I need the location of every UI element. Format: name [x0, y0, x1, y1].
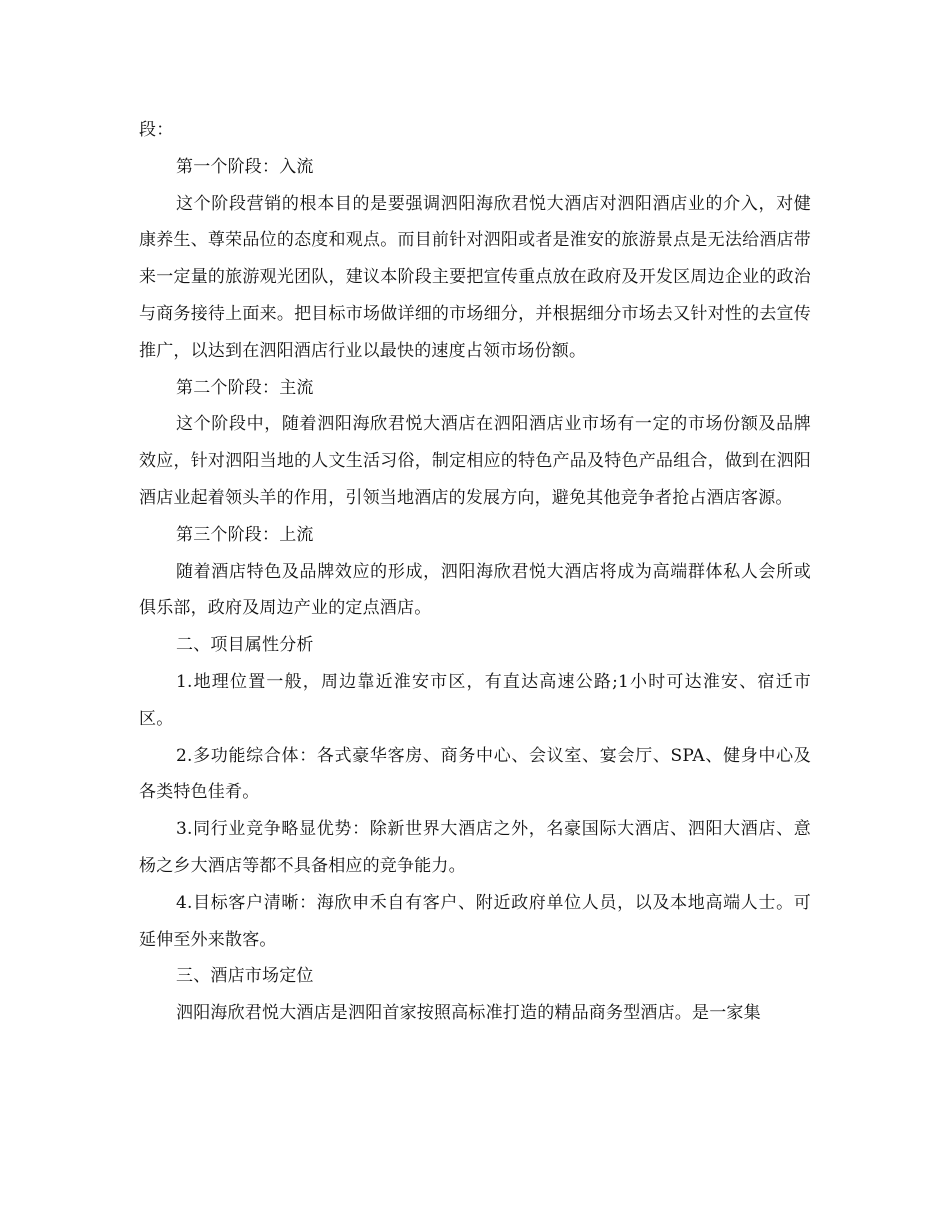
stage-one-paragraph: 这个阶段营销的根本目的是要强调泗阳海欣君悦大酒店对泗阳酒店业的介入，对健康养生、尊荣品位的态度和观点。而目前针对泗阳或者是淮安的旅游景点是无法给酒店带来一定量的旅游观光团队，建议本阶段主要把宣传重点放在政府及开发区周边企业的政治与商务接待上面来。把目标市场做详细的市场细分，并根据细分市场去又针对性的去宣传推广，以达到在泗阳酒店行业以最快的速度占领市场份额。: [139, 193, 811, 361]
section-heading-project-attributes: 二、项目属性分析: [176, 635, 314, 656]
paragraph-continuation: 段：: [139, 120, 174, 140]
attribute-item-location: 1.地理位置一般，周边靠近淮安市区，有直达高速公路;1小时可达淮安、宿迁市区。: [139, 671, 811, 729]
stage-three-paragraph: 随着酒店特色及品牌效应的形成，泗阳海欣君悦大酒店将成为高端群体私人会所或俱乐部，政府及周边产业的定点酒店。: [139, 561, 811, 619]
document-body: [139, 112, 811, 1032]
stage-one-heading: 第一个阶段：入流: [176, 156, 314, 177]
attribute-item-facilities: 2.多功能综合体：各式豪华客房、商务中心、会议室、宴会厅、SPA、健身中心及各类特色佳肴。: [139, 745, 811, 803]
market-positioning-paragraph: 泗阳海欣君悦大酒店是泗阳首家按照高标准打造的精品商务型酒店。是一家集: [176, 1003, 761, 1024]
attribute-item-target-customers: 4.目标客户清晰：海欣申禾自有客户、附近政府单位人员，以及本地高端人士。可延伸至外来散客。: [139, 892, 811, 950]
stage-two-paragraph: 这个阶段中，随着泗阳海欣君悦大酒店在泗阳酒店业市场有一定的市场份额及品牌效应，针对泗阳当地的人文生活习俗，制定相应的特色产品及特色产品组合，做到在泗阳酒店业起着领头羊的作用，引领当地酒店的发展方向，避免其他竞争者抢占酒店客源。: [139, 414, 811, 508]
stage-three-heading: 第三个阶段：上流: [176, 524, 314, 545]
stage-two-heading: 第二个阶段：主流: [176, 377, 314, 398]
section-heading-market-positioning: 三、酒店市场定位: [176, 966, 314, 987]
attribute-item-competition: 3.同行业竞争略显优势：除新世界大酒店之外，名豪国际大酒店、泗阳大酒店、意杨之乡大酒店等都不具备相应的竞争能力。: [139, 819, 811, 876]
